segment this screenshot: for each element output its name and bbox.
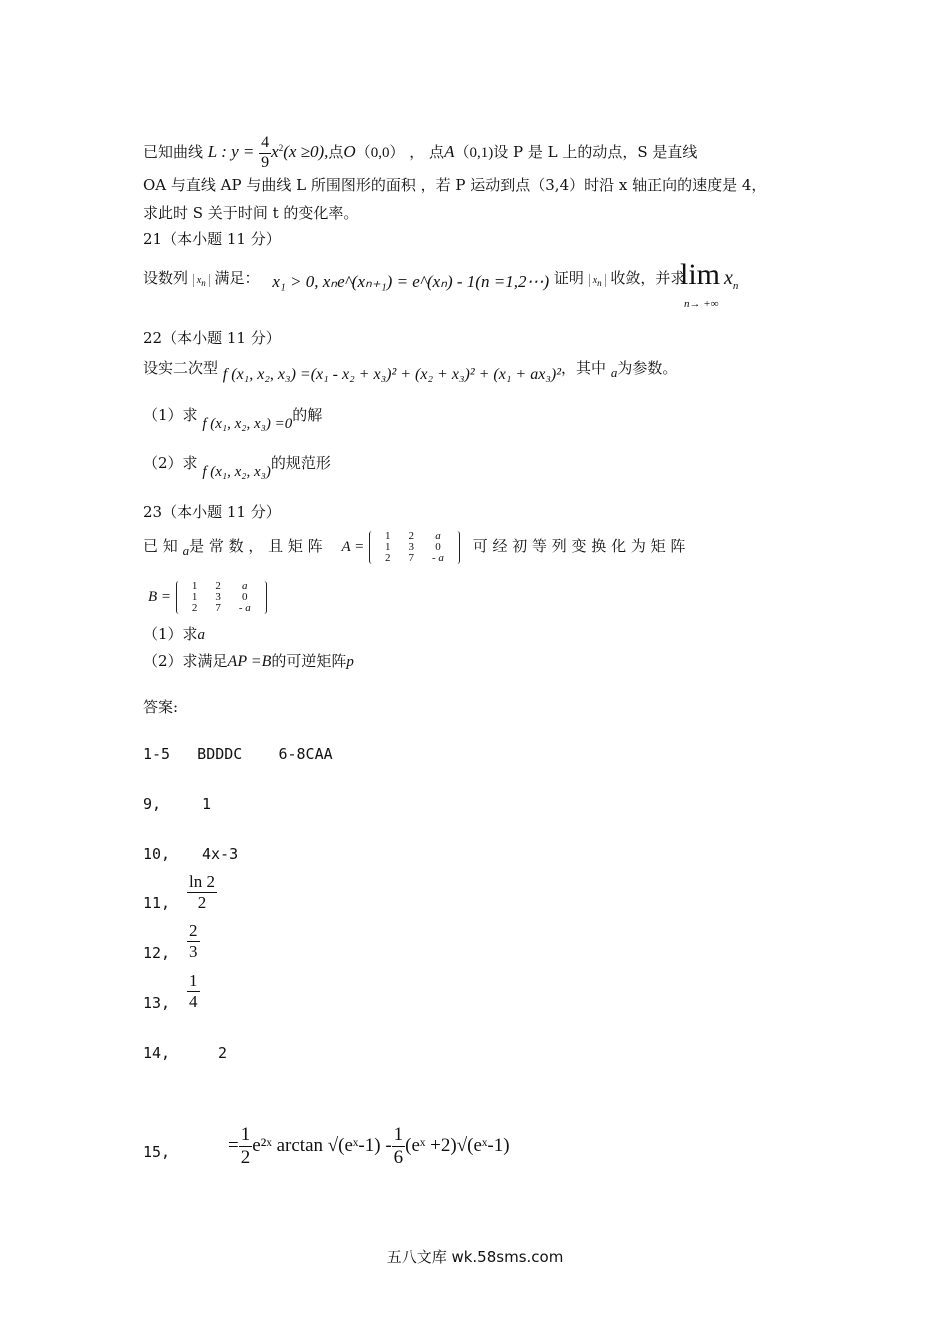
fraction bbox=[392, 1125, 406, 1168]
eq-sign: = bbox=[228, 1135, 239, 1156]
answer-9-label: 9, bbox=[143, 795, 162, 813]
param-a: a bbox=[610, 365, 618, 380]
problem-22-q1 bbox=[143, 402, 323, 432]
frac-num: 2 bbox=[189, 921, 198, 940]
answer-9-value: 1 bbox=[202, 795, 212, 813]
q2-text: （2）求满足 bbox=[143, 652, 228, 670]
answers-title: 答案: bbox=[143, 698, 179, 716]
matrix-a-label: A = bbox=[341, 539, 365, 555]
frac-num: 1 bbox=[240, 1124, 251, 1146]
param-a: a bbox=[182, 543, 190, 558]
curve-exp: 2 bbox=[278, 143, 284, 153]
matrix-a-cell: 1 bbox=[385, 529, 391, 542]
text: 设数列 bbox=[143, 269, 189, 287]
answer-12-label: 12, bbox=[143, 944, 171, 962]
lim-var bbox=[724, 267, 739, 292]
matrix-a-cell: 2 bbox=[408, 529, 414, 542]
curve-cond: (x ≥0), bbox=[283, 142, 329, 161]
frac-num: 1 bbox=[189, 971, 198, 990]
answer-15-label: 15, bbox=[143, 1143, 171, 1161]
matrix-b bbox=[176, 581, 267, 614]
q2-prefix: （2）求 bbox=[143, 454, 198, 472]
sequence-symbol bbox=[589, 274, 606, 287]
q2-expr: f (x₁, x₂, x₃) bbox=[202, 464, 271, 480]
matrix-a bbox=[369, 531, 460, 564]
text: 收敛，并求 bbox=[610, 269, 686, 287]
problem-22-body bbox=[143, 354, 677, 383]
text: 设实二次型 bbox=[143, 359, 219, 377]
answer-13-fraction bbox=[187, 972, 200, 1011]
text: 证明 bbox=[553, 269, 584, 287]
matrix-b-label: B = bbox=[148, 589, 172, 605]
q2-suffix: 的可逆矩阵 bbox=[271, 652, 347, 670]
problem-20-line-1 bbox=[143, 133, 697, 171]
curve-lhs: L : y = bbox=[207, 142, 255, 161]
text: 满足： bbox=[214, 269, 260, 287]
seq-sub: n bbox=[201, 278, 206, 288]
q1-var: a bbox=[197, 627, 206, 643]
answer-14-label: 14, bbox=[143, 1044, 171, 1062]
text: 为参数。 bbox=[617, 359, 678, 377]
seq-var: x bbox=[196, 275, 202, 286]
answer-13-label: 13, bbox=[143, 994, 171, 1012]
matrix-a-cell: 7 bbox=[408, 551, 414, 564]
matrix-b-cell: 0 bbox=[242, 590, 248, 603]
problem-23-q2 bbox=[143, 650, 354, 671]
frac-den: 9 bbox=[261, 153, 270, 171]
matrix-b-cell: 2 bbox=[215, 579, 221, 592]
quadratic-form: f (x₁, x₂, x₃) =(x₁ - x₂ + x₃)² + (x₂ + x₃)² + (x₁ + ax₃)² bbox=[222, 366, 562, 383]
text: 已知曲线 bbox=[143, 143, 204, 161]
matrix-b-cell: 7 bbox=[215, 601, 221, 614]
recurrence-formula: x₁ > 0, xₙe^(xₙ₊₁) = e^(xₙ) - 1(n =1,2⋯) bbox=[272, 272, 550, 291]
answer-11-fraction bbox=[187, 873, 217, 912]
fraction bbox=[239, 1125, 253, 1168]
text: ，其中 bbox=[561, 359, 607, 377]
frac-den: 2 bbox=[197, 892, 207, 912]
text: 点 bbox=[328, 143, 344, 161]
fraction-4-9 bbox=[259, 135, 271, 172]
matrix-b-cell: 3 bbox=[215, 590, 221, 603]
separator: ， bbox=[409, 143, 425, 161]
point-o-coord: （0,0） bbox=[355, 145, 405, 161]
q1-prefix: （1）求 bbox=[143, 406, 198, 424]
q2-suffix: 的规范形 bbox=[270, 454, 331, 472]
fraction bbox=[187, 922, 200, 961]
sequence-symbol bbox=[193, 274, 210, 287]
answer-10-label: 10, bbox=[143, 845, 171, 863]
text: 已 知 bbox=[143, 537, 178, 555]
text: 设 P 是 L 上的动点，S 是直线 bbox=[493, 143, 698, 161]
lim-var-sub: n bbox=[732, 280, 739, 292]
matrix-a-cell: 1 bbox=[385, 540, 391, 553]
matrix-b-cell: - a bbox=[238, 601, 251, 614]
problem-20-line-2: OA 与直线 AP 与曲线 L 所围图形的面积 ，若 P 运动到点（3,4）时沿 x 轴正向的速度是 4， bbox=[143, 176, 767, 194]
point-a-label: A bbox=[444, 142, 455, 161]
problem-20-line-3: 求此时 S 关于时间 t 的变化率。 bbox=[143, 204, 359, 222]
problem-22-header: 22（本小题 11 分） bbox=[143, 329, 281, 347]
seq-var: x bbox=[592, 275, 598, 286]
text: 可 经 初 等 列 变 换 化 为 矩 阵 bbox=[472, 537, 686, 555]
answer-12-fraction bbox=[187, 922, 200, 961]
expr-tail: (eˣ +2)√(eˣ-1) bbox=[405, 1135, 510, 1156]
footer-watermark: 五八文库 wk.58sms.com bbox=[386, 1248, 564, 1266]
matrix-b-cell: a bbox=[242, 579, 248, 592]
problem-22-q2 bbox=[143, 450, 331, 480]
text: 是 常 数 ， 且 矩 阵 bbox=[189, 537, 323, 555]
answer-14-value: 2 bbox=[218, 1044, 228, 1062]
frac-num: 1 bbox=[393, 1124, 404, 1146]
q2-var: p bbox=[346, 654, 354, 670]
matrix-a-cell: 2 bbox=[385, 551, 391, 564]
answer-15-expression bbox=[228, 1121, 510, 1171]
problem-21-header: 21（本小题 11 分） bbox=[143, 230, 281, 248]
frac-num: ln 2 bbox=[189, 872, 215, 891]
q2-eq: AP =B bbox=[227, 653, 272, 670]
matrix-a-cell: a bbox=[435, 529, 441, 542]
q1-text: （1）求 bbox=[143, 625, 198, 643]
answer-10-value: 4x-3 bbox=[202, 845, 239, 863]
answer-11-label: 11, bbox=[143, 894, 171, 912]
matrix-a-cell: - a bbox=[432, 551, 444, 564]
curve-x: x bbox=[271, 142, 279, 161]
frac-den: 4 bbox=[189, 991, 198, 1011]
seq-sub: n bbox=[597, 278, 602, 288]
matrix-b-line bbox=[148, 578, 267, 615]
lim-var-x: x bbox=[724, 267, 733, 289]
frac-den: 6 bbox=[393, 1147, 404, 1169]
frac-num: 4 bbox=[259, 135, 271, 154]
problem-23-header: 23（本小题 11 分） bbox=[143, 503, 281, 521]
expr-mid: e²ˣ arctan √(eˣ-1) - bbox=[252, 1135, 392, 1156]
problem-21-body bbox=[143, 262, 685, 299]
q1-suffix: 的解 bbox=[292, 406, 323, 424]
problem-23-q1 bbox=[143, 623, 205, 644]
limit-expression bbox=[680, 258, 738, 292]
lim-subscript: n→ +∞ bbox=[684, 298, 719, 310]
matrix-a-cell: 3 bbox=[408, 540, 414, 553]
matrix-b-cell: 2 bbox=[191, 601, 198, 614]
problem-23-body bbox=[143, 528, 685, 565]
answer-row-1-8: 1-5 BDDDC 6-8CAA bbox=[143, 745, 333, 763]
q1-expr: f (x₁, x₂, x₃) =0 bbox=[202, 416, 293, 432]
matrix-b-cell: 1 bbox=[191, 590, 198, 603]
text: 点 bbox=[429, 143, 445, 161]
matrix-b-cell: 1 bbox=[191, 579, 198, 592]
fraction bbox=[187, 873, 217, 912]
lim-word: lim bbox=[680, 258, 721, 291]
fraction bbox=[187, 972, 200, 1011]
frac-den: 2 bbox=[240, 1147, 251, 1169]
frac-den: 3 bbox=[189, 941, 198, 961]
point-a-coord: （0,1) bbox=[454, 145, 494, 161]
matrix-a-cell: 0 bbox=[435, 540, 441, 553]
point-o-label: O bbox=[343, 142, 356, 161]
